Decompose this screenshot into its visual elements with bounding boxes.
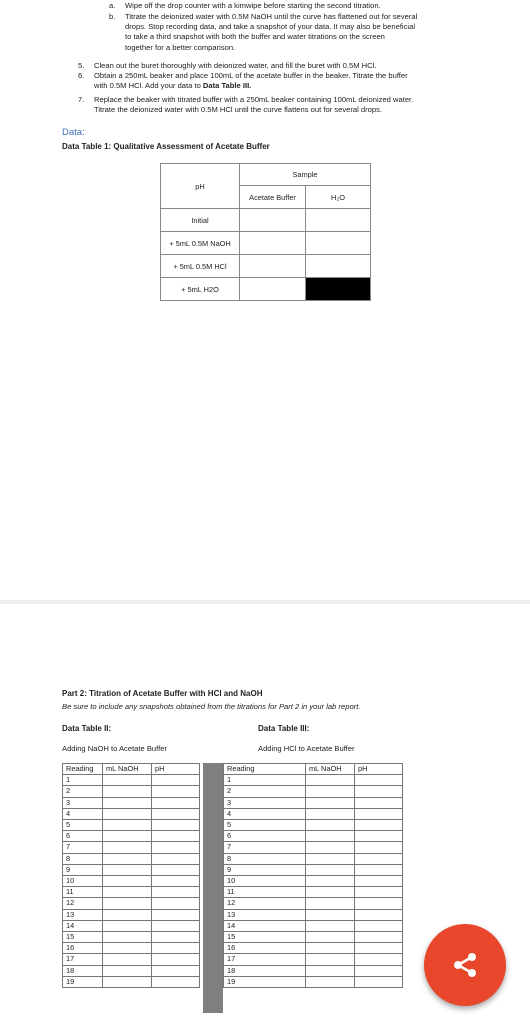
header-ml: mL NaOH — [306, 764, 355, 775]
ph-cell[interactable] — [355, 909, 403, 920]
ph-cell[interactable] — [355, 965, 403, 976]
cell[interactable] — [306, 232, 371, 255]
reading-number: 1 — [224, 775, 306, 786]
table-row — [224, 954, 403, 965]
ph-cell[interactable] — [355, 887, 403, 898]
blacked-out-cell — [306, 278, 371, 301]
step-number: 6. — [78, 71, 85, 80]
table-row — [63, 954, 200, 965]
header-ph: pH — [152, 764, 200, 775]
reading-number: 16 — [224, 943, 306, 954]
ph-cell[interactable] — [152, 898, 200, 909]
reading-number: 13 — [224, 909, 306, 920]
reading-number: 19 — [224, 976, 306, 987]
reading-number: 10 — [224, 876, 306, 887]
naoh-titration-table — [62, 763, 200, 988]
table-row — [63, 853, 200, 864]
reading-number: 7 — [63, 842, 103, 853]
reading-number: 1 — [63, 775, 103, 786]
table-row — [63, 976, 200, 987]
table-row — [63, 965, 200, 976]
ml-cell[interactable] — [306, 954, 355, 965]
ph-cell[interactable] — [152, 887, 200, 898]
ml-cell[interactable] — [306, 820, 355, 831]
table-row — [63, 898, 200, 909]
ml-cell[interactable] — [103, 976, 152, 987]
col-water: H₂O — [306, 186, 371, 209]
table2-subtitle: Adding NaOH to Acetate Buffer — [62, 744, 167, 753]
ph-cell[interactable] — [355, 920, 403, 931]
reading-number: 12 — [224, 898, 306, 909]
reading-number: 17 — [224, 954, 306, 965]
table-row — [224, 965, 403, 976]
table-row — [63, 876, 200, 887]
ml-cell[interactable] — [306, 943, 355, 954]
table1-title: Data Table 1: Qualitative Assessment of Acetate Buffer — [62, 142, 270, 151]
ph-cell[interactable] — [355, 876, 403, 887]
table-row — [63, 943, 200, 954]
col-acetate-buffer: Acetate Buffer — [240, 186, 306, 209]
ml-cell[interactable] — [103, 954, 152, 965]
reading-number: 4 — [224, 808, 306, 819]
ml-cell[interactable] — [103, 864, 152, 875]
ph-cell[interactable] — [355, 853, 403, 864]
step-number: b. — [109, 12, 116, 21]
step-text-line: drops. Stop recording data, and take a snapshot of your data. It may also be beneficial — [125, 22, 416, 32]
row-h2o: + 5mL H2O — [161, 278, 240, 301]
ph-cell[interactable] — [152, 932, 200, 943]
ph-cell[interactable] — [152, 976, 200, 987]
ph-cell[interactable] — [355, 820, 403, 831]
reading-number: 11 — [224, 887, 306, 898]
row-hcl: + 5mL 0.5M HCl — [161, 255, 240, 278]
reading-number: 2 — [63, 786, 103, 797]
reading-number: 19 — [63, 976, 103, 987]
ph-cell[interactable] — [152, 831, 200, 842]
ph-cell[interactable] — [152, 842, 200, 853]
ph-cell[interactable] — [152, 797, 200, 808]
ml-cell[interactable] — [306, 932, 355, 943]
reading-number: 5 — [224, 820, 306, 831]
reading-number: 9 — [63, 864, 103, 875]
ml-cell[interactable] — [306, 853, 355, 864]
reading-number: 14 — [63, 920, 103, 931]
table-row — [63, 920, 200, 931]
reading-number: 9 — [224, 864, 306, 875]
ml-cell[interactable] — [103, 842, 152, 853]
reading-number: 11 — [63, 887, 103, 898]
reading-number: 12 — [63, 898, 103, 909]
table-row — [224, 864, 403, 875]
reading-number: 10 — [63, 876, 103, 887]
ph-cell[interactable] — [152, 820, 200, 831]
step-text-line: Wipe off the drop counter with a kimwipe before starting the second titration. — [125, 1, 381, 10]
cell[interactable] — [306, 255, 371, 278]
table-row — [63, 820, 200, 831]
ml-cell[interactable] — [103, 876, 152, 887]
ph-cell[interactable] — [152, 808, 200, 819]
hcl-titration-table — [223, 763, 403, 988]
cell[interactable] — [306, 209, 371, 232]
ph-cell[interactable] — [152, 876, 200, 887]
table-row — [224, 808, 403, 819]
share-button[interactable] — [424, 924, 506, 1006]
cell[interactable] — [240, 209, 306, 232]
table-row — [63, 831, 200, 842]
reading-number: 15 — [224, 932, 306, 943]
table-row — [63, 864, 200, 875]
cell[interactable] — [240, 232, 306, 255]
table-row — [224, 920, 403, 931]
ml-cell[interactable] — [306, 876, 355, 887]
ph-cell[interactable] — [355, 831, 403, 842]
ml-cell[interactable] — [103, 831, 152, 842]
ml-cell[interactable] — [306, 831, 355, 842]
ml-cell[interactable] — [103, 965, 152, 976]
ph-cell[interactable] — [355, 954, 403, 965]
reading-number: 6 — [63, 831, 103, 842]
step-text-line: to take a third snapshot with both the buffer and water titrations on the screen — [125, 32, 385, 42]
sample-header: Sample — [240, 164, 371, 186]
table-row — [224, 909, 403, 920]
table-row — [63, 797, 200, 808]
ph-cell[interactable] — [152, 864, 200, 875]
ml-cell[interactable] — [306, 864, 355, 875]
ml-cell[interactable] — [306, 797, 355, 808]
ml-cell[interactable] — [103, 887, 152, 898]
part2-title: Part 2: Titration of Acetate Buffer with HCl and NaOH — [62, 689, 263, 698]
ml-cell[interactable] — [103, 786, 152, 797]
ml-cell[interactable] — [103, 797, 152, 808]
ph-cell[interactable] — [152, 920, 200, 931]
ml-cell[interactable] — [103, 898, 152, 909]
ph-cell[interactable] — [152, 775, 200, 786]
ph-header: pH — [161, 164, 240, 209]
header-ml: mL NaOH — [103, 764, 152, 775]
table-row — [224, 976, 403, 987]
reading-number: 7 — [224, 842, 306, 853]
ph-cell[interactable] — [355, 842, 403, 853]
step-number: a. — [109, 1, 116, 10]
step-text-line: Replace the beaker with titrated buffer with a 250mL beaker containing 100mL deionized water. — [94, 95, 414, 104]
step-text-line: with 0.5M HCl. Add your data to Data Table III. — [94, 81, 252, 91]
reading-number: 18 — [63, 965, 103, 976]
reading-number: 6 — [224, 831, 306, 842]
ml-cell[interactable] — [306, 909, 355, 920]
reading-number: 13 — [63, 909, 103, 920]
ph-cell[interactable] — [355, 864, 403, 875]
ml-cell[interactable] — [103, 808, 152, 819]
ml-cell[interactable] — [306, 920, 355, 931]
ml-cell[interactable] — [306, 842, 355, 853]
table-row — [224, 786, 403, 797]
ml-cell[interactable] — [103, 920, 152, 931]
row-naoh: + 5mL 0.5M NaOH — [161, 232, 240, 255]
qualitative-table — [160, 163, 371, 301]
table3-subtitle: Adding HCl to Acetate Buffer — [258, 744, 355, 753]
table-row — [63, 775, 200, 786]
reading-number: 18 — [224, 965, 306, 976]
ml-cell[interactable] — [103, 775, 152, 786]
table-row — [224, 887, 403, 898]
ph-cell[interactable] — [152, 853, 200, 864]
table-row — [224, 876, 403, 887]
reading-number: 3 — [63, 797, 103, 808]
reading-number: 4 — [63, 808, 103, 819]
table-row — [63, 932, 200, 943]
ml-cell[interactable] — [306, 808, 355, 819]
table-row — [224, 797, 403, 808]
table-row — [224, 831, 403, 842]
ml-cell[interactable] — [306, 786, 355, 797]
ml-cell[interactable] — [103, 853, 152, 864]
ml-cell[interactable] — [306, 887, 355, 898]
share-icon — [451, 951, 479, 979]
reading-number: 8 — [224, 853, 306, 864]
reading-number: 3 — [224, 797, 306, 808]
reading-number: 17 — [63, 954, 103, 965]
ml-cell[interactable] — [103, 820, 152, 831]
part2-note: Be sure to include any snapshots obtained from the titrations for Part 2 in your lab report. — [62, 702, 361, 711]
step-bold-reference: Data Table III. — [202, 81, 252, 91]
table-row — [63, 808, 200, 819]
ph-cell[interactable] — [355, 976, 403, 987]
ml-cell[interactable] — [306, 898, 355, 909]
reading-number: 14 — [224, 920, 306, 931]
ph-cell[interactable] — [355, 786, 403, 797]
cell[interactable] — [240, 278, 306, 301]
table2-label: Data Table II: — [62, 724, 112, 733]
table3-label: Data Table III: — [258, 724, 310, 733]
ph-cell[interactable] — [355, 797, 403, 808]
ml-cell[interactable] — [306, 965, 355, 976]
ml-cell[interactable] — [306, 976, 355, 987]
table-row — [63, 909, 200, 920]
ph-cell[interactable] — [152, 786, 200, 797]
table-row — [224, 853, 403, 864]
table-row — [224, 898, 403, 909]
header-ph: pH — [355, 764, 403, 775]
reading-number: 8 — [63, 853, 103, 864]
reading-number: 5 — [63, 820, 103, 831]
ph-cell[interactable] — [152, 954, 200, 965]
header-reading: Reading — [224, 764, 306, 775]
ph-cell[interactable] — [355, 808, 403, 819]
table-row — [63, 887, 200, 898]
table-row — [224, 775, 403, 786]
step-number: 5. — [78, 61, 85, 70]
row-initial: Initial — [161, 209, 240, 232]
table-row — [63, 786, 200, 797]
reading-number: 15 — [63, 932, 103, 943]
table-separator — [203, 763, 223, 1013]
table-row — [224, 943, 403, 954]
ph-cell[interactable] — [152, 943, 200, 954]
ml-cell[interactable] — [103, 932, 152, 943]
data-heading: Data: — [62, 127, 85, 138]
ml-cell[interactable] — [103, 943, 152, 954]
cell[interactable] — [240, 255, 306, 278]
step-text-line: Titrate the deionized water with 0.5M HCl until the curve flattens out for several drops. — [94, 105, 382, 115]
step-text-line: Obtain a 250mL beaker and place 100mL of the acetate buffer in the beaker. Titrate the buffer — [94, 71, 408, 80]
ph-cell[interactable] — [355, 932, 403, 943]
ml-cell[interactable] — [306, 775, 355, 786]
step-text-line: together for a better comparison. — [125, 42, 236, 52]
step-text-line: Titrate the deionized water with 0.5M NaOH until the curve has flattened out for several — [125, 12, 418, 21]
table-row — [63, 842, 200, 853]
table-row — [224, 932, 403, 943]
step-number: 7. — [78, 95, 85, 104]
ml-cell[interactable] — [103, 909, 152, 920]
header-reading: Reading — [63, 764, 103, 775]
step-text-line: Clean out the buret thoroughly with deionized water, and fill the buret with 0.5M HCl. — [94, 61, 377, 70]
table-row — [224, 842, 403, 853]
ph-cell[interactable] — [152, 909, 200, 920]
reading-number: 16 — [63, 943, 103, 954]
ph-cell[interactable] — [152, 965, 200, 976]
reading-number: 2 — [224, 786, 306, 797]
table-row — [224, 820, 403, 831]
ph-cell[interactable] — [355, 775, 403, 786]
ph-cell[interactable] — [355, 943, 403, 954]
ph-cell[interactable] — [355, 898, 403, 909]
